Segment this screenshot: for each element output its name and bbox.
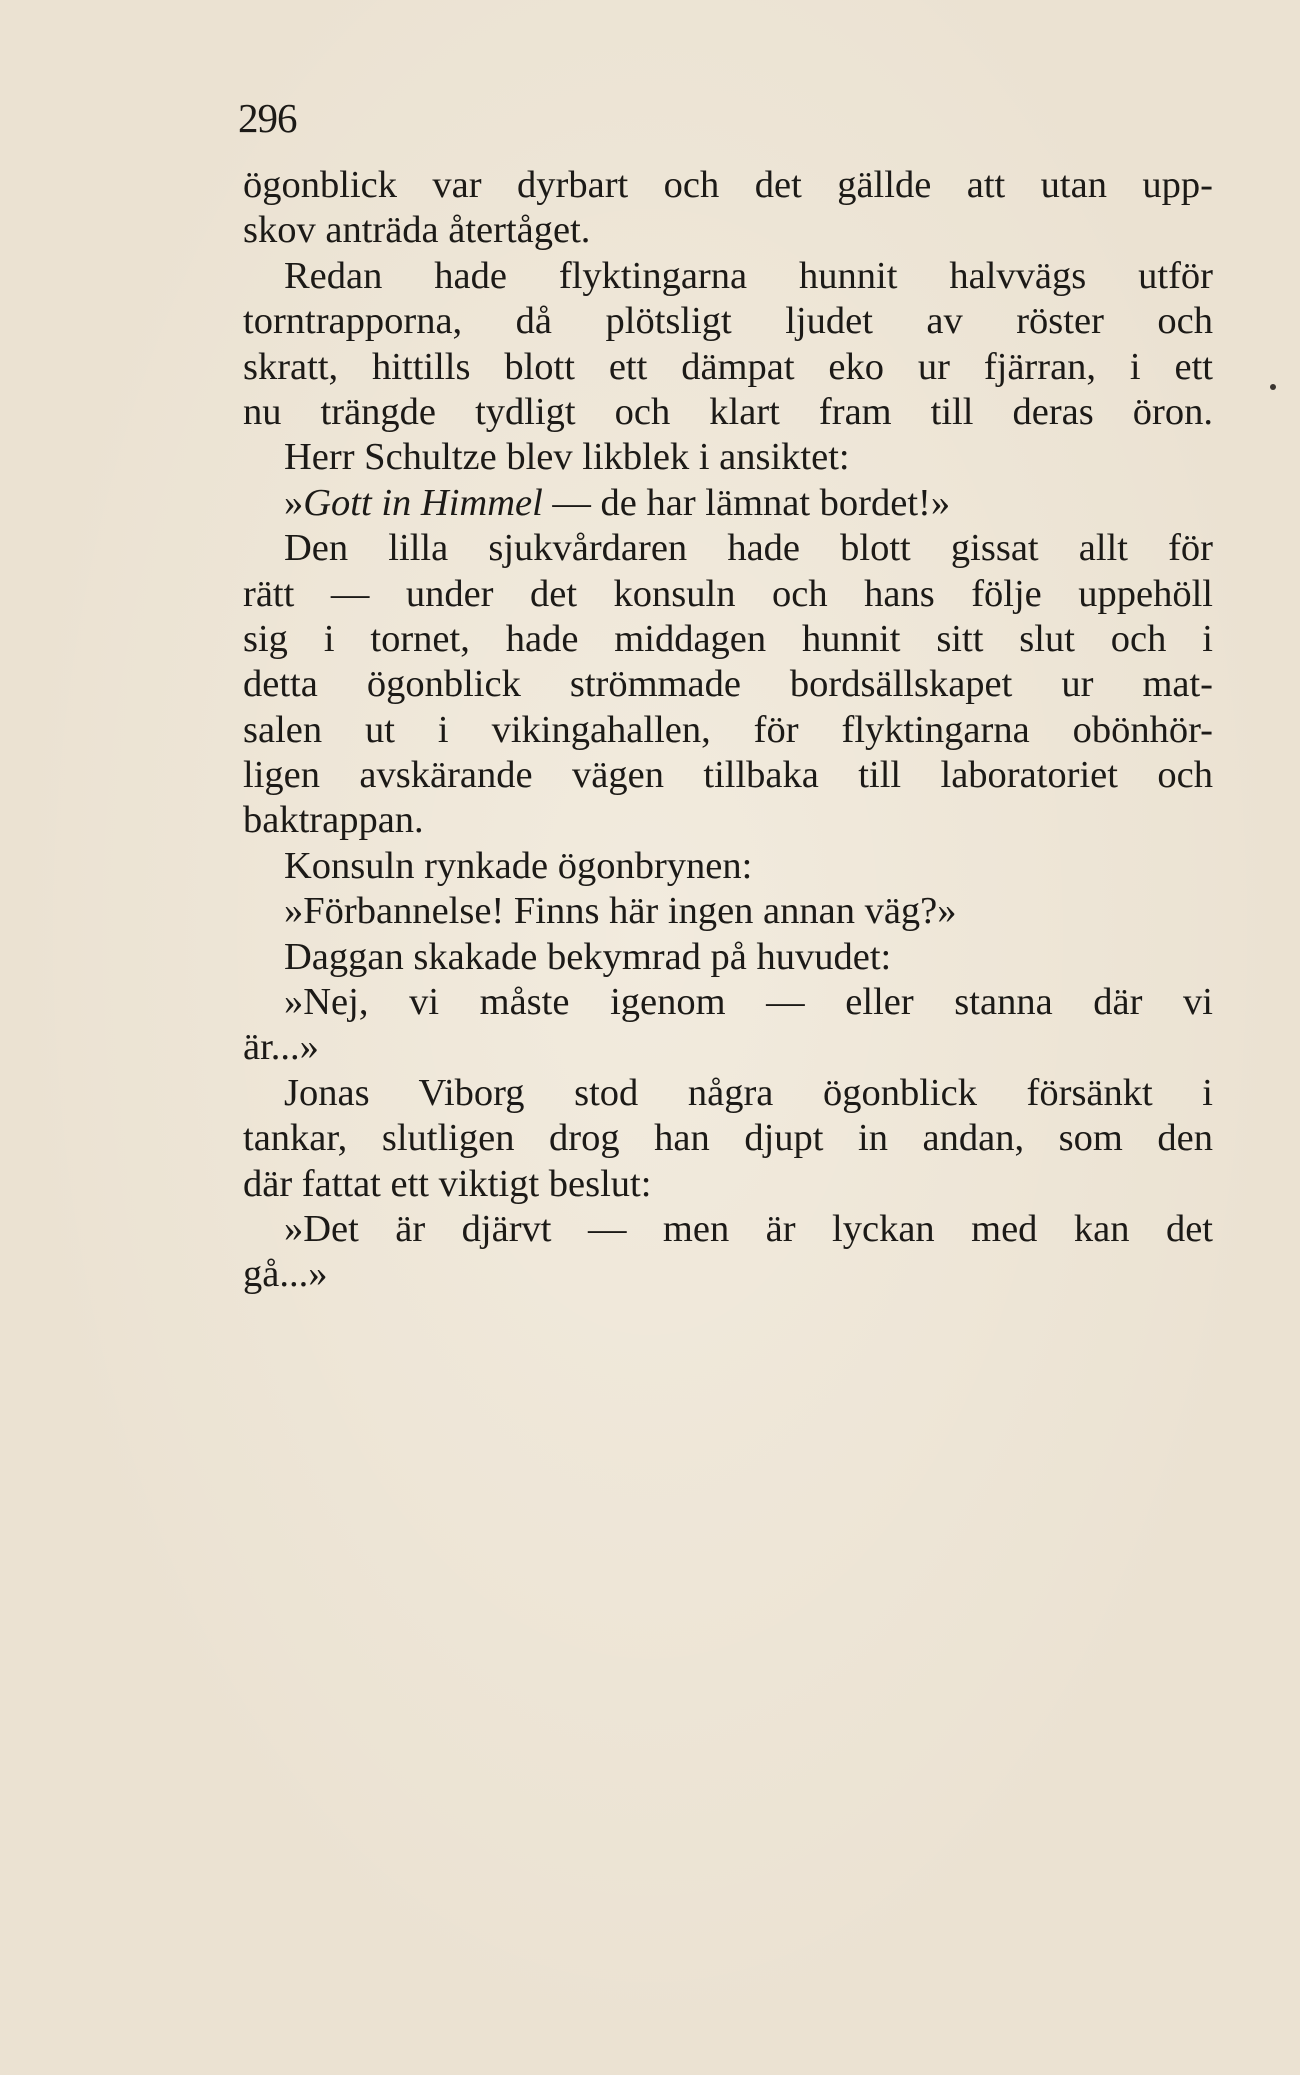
italic-phrase: Gott in Himmel: [303, 481, 543, 524]
text-line: detta ögonblick strömmade bordsällskapet ur mat-: [243, 663, 1213, 706]
text-line: salen ut i vikingahallen, för flyktingarna obönhör-: [243, 708, 1213, 751]
text-line: »Det är djärvt — men är lyckan med kan det: [284, 1207, 1213, 1250]
quote-open: »: [284, 481, 304, 524]
text-line: baktrappan.: [243, 799, 424, 842]
text-line: »Förbannelse! Finns här ingen annan väg?»: [284, 890, 957, 933]
text-line: Daggan skakade bekymrad på huvudet:: [284, 935, 892, 978]
text-line: Jonas Viborg stod några ögonblick försänkt i: [284, 1071, 1213, 1114]
text-line: ögonblick var dyrbart och det gällde att utan upp-: [243, 164, 1213, 206]
text-line: gå...»: [243, 1253, 328, 1296]
text-line: nu trängde tydligt och klart fram till deras öron.: [243, 390, 1213, 433]
ink-speck: [1270, 384, 1276, 390]
text-line: skov anträda återtåget.: [243, 209, 591, 252]
text-line: är...»: [243, 1026, 319, 1069]
page-number: 296: [238, 95, 297, 141]
text-line: tankar, slutligen drog han djupt in andan, som den: [243, 1117, 1213, 1160]
text-line: rätt — under det konsuln och hans följe uppehöll: [243, 572, 1213, 615]
text-line: torntrapporna, då plötsligt ljudet av röster och: [243, 300, 1213, 343]
text-line: [243, 481, 1213, 526]
text-line: Redan hade flyktingarna hunnit halvvägs utför: [284, 254, 1213, 297]
text-line: Herr Schultze blev likblek i ansiktet:: [284, 436, 850, 479]
text-line: Konsuln rynkade ögonbrynen:: [284, 844, 753, 887]
text-line: där fattat ett viktigt beslut:: [243, 1162, 652, 1205]
text-line: skratt, hittills blott ett dämpat eko ur fjärran, i ett: [243, 345, 1213, 388]
text-line: ligen avskärande vägen tillbaka till laboratoriet och: [243, 754, 1213, 797]
text-line: sig i tornet, hade middagen hunnit sitt slut och i: [243, 617, 1213, 660]
text-line: Den lilla sjukvårdaren hade blott gissat allt för: [284, 527, 1213, 570]
body-text: [243, 163, 1213, 1298]
quote-rest: — de har lämnat bordet!»: [542, 481, 951, 524]
text-line: »Nej, vi måste igenom — eller stanna där vi: [284, 981, 1213, 1024]
